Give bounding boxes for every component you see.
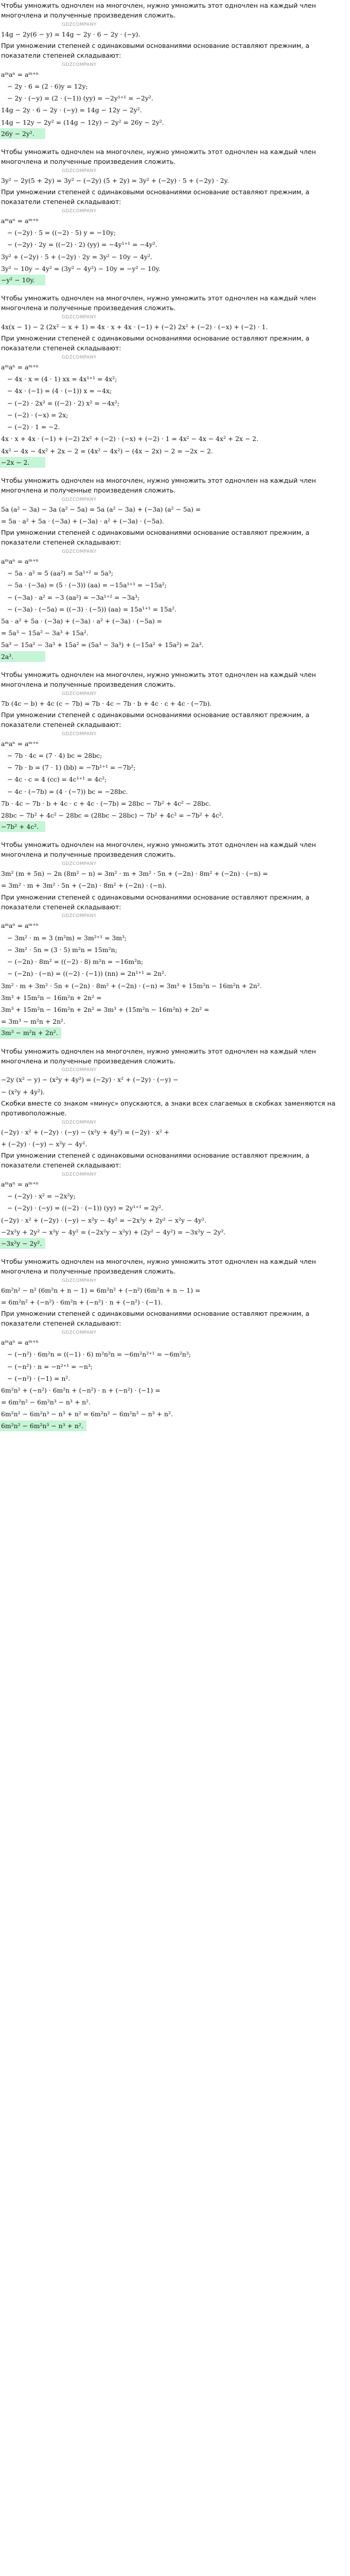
math-line: − 4c · c = 4 (cc) = 4c¹⁺¹ = 4c²; [7, 775, 107, 784]
watermark: GDZCOMPANY [62, 691, 97, 697]
math-line: = 5a³ − 15a² − 3a³ + 15a². [1, 629, 89, 637]
answer-highlight: 26y − 2y². [0, 128, 45, 139]
math-line: 3m² (m + 5n) − 2n (8m² − n) = 3m² · m + 3m² · 5n + (−2n) · 8m² + (−2n) · (−n) = [1, 870, 268, 878]
watermark: GDZCOMPANY [62, 1278, 97, 1283]
math-line: − 4x · x = (4 · 1) xx = 4x¹⁺¹ = 4x²; [7, 375, 117, 383]
answer-highlight: 3m³ − m²n + 2n². [0, 1027, 61, 1038]
answer-highlight: −2x − 2. [0, 457, 45, 468]
math-line: 5a · a² + 5a · (−3a) + (−3a) · a² + (−3a) · (−5a) = [1, 617, 162, 625]
math-line: = 6m²n² + (−n²) · 6m²n + (−n²) · n + (−n²) · (−1). [1, 1298, 163, 1307]
watermark: GDZCOMPANY [62, 22, 97, 27]
math-line: 7b · 4c − 7b · b + 4c · c + 4c · (−7b) = 28bc − 7b² + 4c² − 28bc. [1, 799, 211, 807]
math-line: (−2y) · x² + (−2y) · (−y) − x²y − 4y² = −2x²y + 2y² − x²y − 4y². [1, 1216, 206, 1224]
watermark: GDZCOMPANY [62, 208, 97, 214]
math-line: − 3m² · m = 3 (m²m) = 3m²⁺¹ = 3m³; [7, 934, 127, 942]
math-line: 3y² − 10y − 4y² = (3y² − 4y²) − 10y = −y² − 10y. [1, 264, 161, 273]
math-line: − (−3a) · (−5a) = ((−3) · (−5)) (aa) = 15a¹⁺¹ = 15a². [7, 605, 177, 613]
math-line: 6m²n² − n² (6m²n + n − 1) = 6m²n² + (−n²) (6m²n + n − 1) = [1, 1286, 201, 1294]
math-line: 3m³ + 15m²n − 16m²n + 2n² = 3m³ + (15m²n − 16m²n) + 2n² = [1, 1005, 209, 1013]
explanation-text: Чтобы умножить одночлен на многочлен, нужно умножить этот одночлен на каждый член многочлена и полученные произведения сложить. [1, 476, 316, 494]
math-line: − (−3a) · a² = −3 (aa²) = −3a¹⁺² = −3a³; [7, 593, 140, 601]
math-line: 14g − 12y − 2y² = (14g − 12y) − 2y² = 26y − 2y². [1, 118, 164, 126]
watermark: GDZCOMPANY [62, 1120, 97, 1125]
math-line: 5a (a² − 3a) − 3a (a² − 5a) = 5a (a² − 3a) + (−3a) (a² − 5a) = [1, 505, 201, 513]
math-line: − (−2n) · (−n) = ((−2) · (−1)) (nn) = 2n¹⁺¹ = 2n². [7, 970, 166, 978]
watermark: GDZCOMPANY [62, 1330, 97, 1336]
math-line: 6m²n² − 6m²n³ − n³ + n² = 6m²n² − 6m²n³ − n³ + n². [1, 1410, 173, 1418]
math-line: aᵐaⁿ = aᵐ⁺ⁿ [1, 1338, 39, 1347]
solution-section [0, 0, 350, 139]
math-line: − 2y · 6 = (2 · 6)y = 12y; [7, 82, 88, 90]
answer-row [0, 128, 350, 139]
solution-section [0, 1046, 350, 1249]
watermark: GDZCOMPANY [62, 549, 97, 554]
math-line: − (−n²) · 6m²n = ((−1) · 6) m²n²n = −6m²n²⁺¹ = −6m²n³; [7, 1350, 191, 1359]
explanation-text: При умножении степеней с одинаковыми основаниями основание оставляют прежним, а показатели степеней складывают: [1, 188, 310, 206]
answer-highlight: −3x²y − 2y². [0, 1238, 45, 1249]
watermark: GDZCOMPANY [62, 354, 97, 360]
math-line: 4x² − 4x − 4x² + 2x − 2 = (4x² − 4x²) − (4x − 2x) − 2 = −2x − 2. [1, 447, 213, 455]
answer-row [0, 1027, 350, 1038]
math-line: = 3m² · m + 3m² · 5n + (−2n) · 8m² + (−2n) · (−n). [1, 882, 167, 890]
explanation-text: Чтобы умножить одночлен на многочлен, нужно умножить этот одночлен на каждый член многочлена и полученные произведения сложить. [1, 148, 316, 165]
math-line: 5a³ − 15a² − 3a³ + 15a² = (5a³ − 3a³) + (−15a² + 15a²) = 2a³. [1, 641, 204, 649]
answer-row [0, 1420, 350, 1431]
math-line: + (−2y) · (−y) − x²y − 4y². [1, 1140, 87, 1148]
math-line: aᵐaⁿ = aᵐ⁺ⁿ [1, 70, 39, 78]
math-line: 3y² − 2y(5 + 2y) = 3y² − (−2y) (5 + 2y) = 3y² + (−2y) · 5 + (−2y) · 2y. [1, 176, 229, 184]
math-line: 3m³ + 15m²n − 16m²n + 2n² = [1, 993, 102, 1002]
math-line: − (−n²) · (−1) = n². [7, 1374, 71, 1382]
answer-highlight: 6m²n² − 6m²n³ − n³ + n². [0, 1420, 86, 1431]
math-line: = 3m³ − m²n + 2n². [1, 1018, 65, 1026]
solution-section [0, 293, 350, 468]
math-line: aᵐaⁿ = aᵐ⁺ⁿ [1, 739, 39, 748]
watermark: GDZCOMPANY [62, 731, 97, 737]
watermark: GDZCOMPANY [62, 1172, 97, 1177]
watermark: GDZCOMPANY [62, 861, 97, 867]
explanation-text: Чтобы умножить одночлен на многочлен, нужно умножить этот одночлен на каждый член многочлена и полученные произведения сложить. [1, 670, 316, 688]
explanation-text: Скобки вместе со знаком «минус» опускаются, а знаки всех слагаемых в скобках заменяются на противоположные. [1, 1099, 336, 1117]
explanation-text: При умножении степеней с одинаковыми основаниями основание оставляют прежним, а показатели степеней складывают: [1, 42, 310, 59]
math-line: − (−2n) · 8m² = ((−2) · 8) m²n = −16m²n; [7, 958, 144, 966]
math-line: − 5a · a² = 5 (aa²) = 5a¹⁺² = 5a³; [7, 569, 113, 578]
explanation-text: При умножении степеней с одинаковыми основаниями основание оставляют прежним, а показатели степеней складывают: [1, 710, 310, 728]
math-line: − 2y · (−y) = (2 · (−1)) (yy) = −2y¹⁺¹ = −2y². [7, 94, 153, 103]
answer-row [0, 821, 350, 832]
math-line: − 7b · b = (7 · 1) (bb) = −7b¹⁺¹ = −7b²; [7, 764, 136, 772]
solution-section [0, 146, 350, 285]
math-line: aᵐaⁿ = aᵐ⁺ⁿ [1, 557, 39, 565]
math-line: −2y (x² − y) − (x²y + 4y²) = (−2y) · x² + (−2y) · (−y) − [1, 1076, 179, 1084]
math-line: aᵐaⁿ = aᵐ⁺ⁿ [1, 216, 39, 225]
watermark: GDZCOMPANY [62, 314, 97, 320]
answer-highlight: −y² − 10y. [0, 275, 45, 285]
answer-row [0, 457, 350, 468]
math-line: 6m²n² + (−n²) · 6m²n + (−n²) · n + (−n²) · (−1) = [1, 1386, 161, 1395]
math-line: 14g − 2y · 6 − 2y · (−y) = 14g − 12y − 2y². [1, 106, 142, 114]
math-line: aᵐaⁿ = aᵐ⁺ⁿ [1, 363, 39, 371]
math-line: −2x²y + 2y² − x²y − 4y² = (−2x²y − x²y) + (2y² − 4y²) = −3x²y − 2y². [1, 1228, 226, 1236]
answer-highlight: 2a³. [0, 651, 45, 662]
explanation-text: При умножении степеней с одинаковыми основаниями основание оставляют прежним, а показатели степеней складывают: [1, 1310, 310, 1328]
math-line: − (−2) · 2x² = ((−2) · 2) x² = −4x²; [7, 399, 120, 407]
math-line: 7b (4c − b) + 4c (c − 7b) = 7b · 4c − 7b · b + 4c · c + 4c · (−7b). [1, 699, 212, 707]
math-line: − (−2y) · 2y = ((−2) · 2) (yy) = −4y¹⁺¹ = −4y². [7, 241, 157, 249]
math-line: aᵐaⁿ = aᵐ⁺ⁿ [1, 1180, 39, 1188]
math-line: − 3m² · 5n = (3 · 5) m²n = 15m²n; [7, 945, 117, 954]
explanation-text: При умножении степеней с одинаковыми основаниями основание оставляют прежним, а показатели степеней складывают: [1, 334, 310, 352]
math-line: 4x(x − 1) − 2 (2x² − x + 1) = 4x · x + 4x · (−1) + (−2) 2x² + (−2) · (−x) + (−2) · 1. [1, 323, 268, 331]
watermark: GDZCOMPANY [62, 62, 97, 67]
explanation-text: При умножении степеней с одинаковыми основаниями основание оставляют прежним, а показатели степеней складывают: [1, 529, 310, 547]
solution-section [0, 669, 350, 833]
math-line: − (−n²) · n = −n²⁺¹ = −n³; [7, 1362, 93, 1370]
math-line: 28bc − 7b² + 4c² − 28bc = (28bc − 28bc) − 7b² + 4c² = −7b² + 4c². [1, 811, 224, 819]
math-line: − (−2y) · (−y) = ((−2) · (−1)) (yy) = 2y¹⁺¹ = 2y². [7, 1204, 164, 1212]
math-line: = 5a · a² + 5a · (−3a) + (−3a) · a² + (−3a) · (−5a). [1, 517, 164, 525]
math-line: − 5a · (−3a) = (5 · (−3)) (aa) = −15a¹⁺¹ = −15a²; [7, 581, 167, 589]
math-line: 4x · x + 4x · (−1) + (−2) 2x² + (−2) · (−x) + (−2) · 1 = 4x² − 4x − 4x² + 2x − 2. [1, 435, 258, 443]
answer-row [0, 1238, 350, 1249]
watermark: GDZCOMPANY [62, 497, 97, 502]
math-line: − (−2y) · 5 = ((−2) · 5) y = −10y; [7, 229, 116, 237]
math-line: − 4c · (−7b) = (4 · (−7)) bc = −28bc. [7, 787, 128, 795]
math-line: aᵐaⁿ = aᵐ⁺ⁿ [1, 922, 39, 930]
math-line: − (−2y) · x² = −2x²y; [7, 1192, 76, 1200]
explanation-text: При умножении степеней с одинаковыми основаниями основание оставляют прежним, а показатели степеней складывают: [1, 893, 310, 911]
math-line: 3m² · m + 3m² · 5n + (−2n) · 8m² + (−2n) · (−n) = 3m³ + 15m²n − 16m²n + 2n². [1, 981, 262, 990]
answer-row [0, 275, 350, 285]
math-line: − (−2) · 1 = −2. [7, 423, 60, 431]
solution-section [0, 1256, 350, 1431]
explanation-text: При умножении степеней с одинаковыми основаниями основание оставляют прежним, а показатели степеней складывают: [1, 1151, 310, 1169]
watermark: GDZCOMPANY [62, 168, 97, 174]
math-line: − (x²y + 4y²). [1, 1088, 45, 1096]
explanation-text: Чтобы умножить одночлен на многочлен, нужно умножить этот одночлен на каждый член многочлена и полученные произведения сложить. [1, 1047, 316, 1065]
watermark: GDZCOMPANY [62, 1067, 97, 1073]
answer-highlight: −7b² + 4c². [0, 821, 45, 832]
explanation-text: Чтобы умножить одночлен на многочлен, нужно умножить этот одночлен на каждый член многочлена и полученные произведения сложить. [1, 2, 316, 19]
math-line: (−2y) · x² + (−2y) · (−y) − (x²y + 4y²) = (−2y) · x² + [1, 1128, 170, 1136]
math-line: − 7b · 4c = (7 · 4) bc = 28bc; [7, 751, 102, 759]
math-line: − (−2) · (−x) = 2x; [7, 411, 68, 419]
explanation-text: Чтобы умножить одночлен на многочлен, нужно умножить этот одночлен на каждый член многочлена и полученные произведения сложить. [1, 294, 316, 312]
math-line: 14g − 2y(6 − y) = 14g − 2y · 6 − 2y · (−y). [1, 30, 141, 38]
solution-section [0, 475, 350, 662]
math-line: = 6m²n² − 6m²n³ − n³ + n². [1, 1398, 91, 1406]
solution-section [0, 839, 350, 1038]
math-line: 3y² + (−2y) · 5 + (−2y) · 2y = 3y² − 10y − 4y². [1, 252, 152, 261]
answer-row [0, 651, 350, 662]
explanation-text: Чтобы умножить одночлен на многочлен, нужно умножить этот одночлен на каждый член многочлена и полученные произведения сложить. [1, 841, 316, 859]
explanation-text: Чтобы умножить одночлен на многочлен, нужно умножить этот одночлен на каждый член многочлена и полученные произведения сложить. [1, 1258, 316, 1276]
math-line: − 4x · (−1) = (4 · (−1)) x = −4x; [7, 387, 112, 395]
watermark: GDZCOMPANY [62, 913, 97, 919]
